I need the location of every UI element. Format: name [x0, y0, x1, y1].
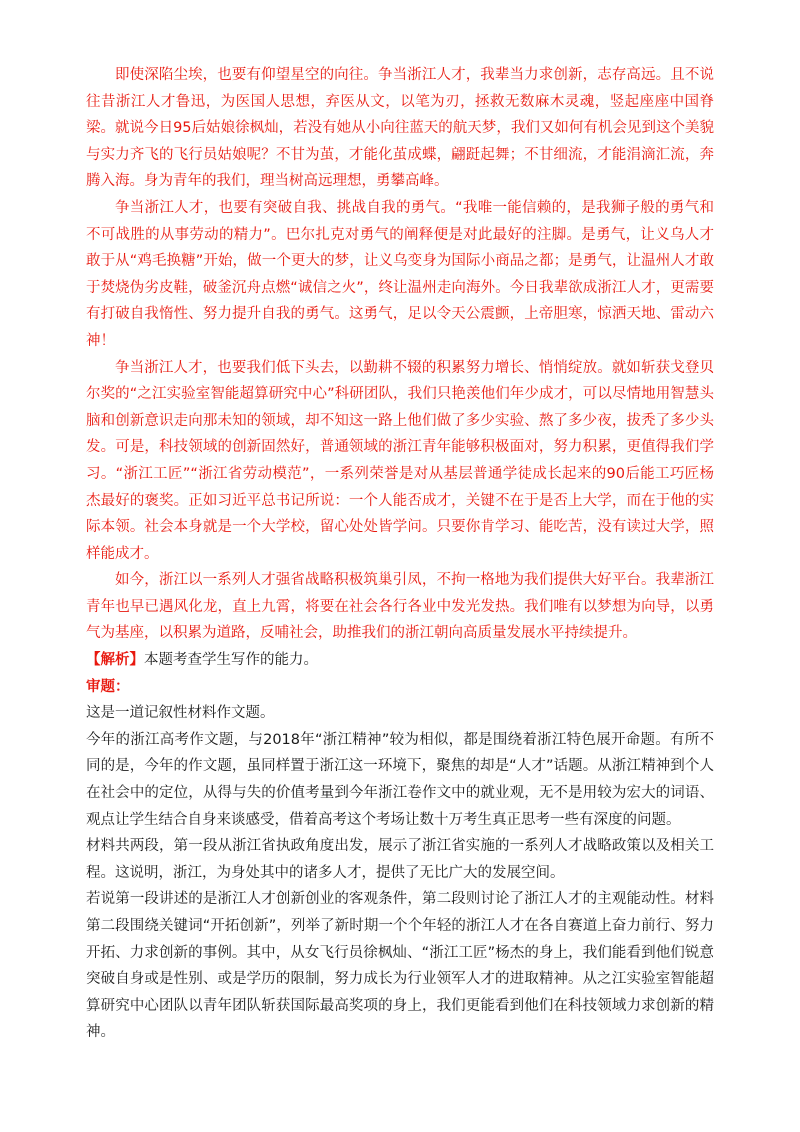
review-paragraph-4: 若说第一段讲述的是浙江人才创新创业的客观条件，第二段则讨论了浙江人才的主观能动性。材料第二段围绕关键词“开拓创新”，列举了新时期一个个年轻的浙江人才在各自赛道上奋力前行、努力开拓、力求创新的事例。其中，从女飞行员徐枫灿、“浙江工匠”杨杰的身上，我们能看到他们锐意突破自身或是性别、或是学历的限制，努力成长为行业领军人才的进取精神。从之江实验室智能超算研究中心团队以青年团队斩获国际最高奖项的身上，我们更能看到他们在科技领域力求创新的精神。 [86, 891, 714, 1041]
essay-paragraph-1: 即使深陷尘埃，也要有仰望星空的向往。争当浙江人才，我辈当力求创新，志存高远。且不说往昔浙江人才鲁迅，为医国人思想，弃医从文，以笔为刃，拯救无数麻木灵魂，竖起座座中国脊梁。就说今日95后姑娘徐枫灿，若没有她从小向往蓝天的航天梦，我们又如何有机会见到这个美貌与实力齐飞的飞行员姑娘呢？不甘为茧，才能化茧成蝶，翩跹起舞；不甘细流，才能涓滴汇流，奔腾入海。身为青年的我们，理当树高远理想，勇攀高峰。 [86, 67, 714, 190]
analysis-line [86, 647, 714, 674]
essay-paragraph-3: 争当浙江人才，也要我们低下头去，以勤耕不辍的积累努力增长、悄悄绽放。就如斩获戈登贝尔奖的“之江实验室智能超算研究中心”科研团队，我们只艳羡他们年少成才，可以尽情地用智慧头脑和创新意识走向那未知的领域，却不知这一路上他们做了多少实验、熬了多少夜，拔秃了多少头发。可是，科技领域的创新固然好，普通领域的浙江青年能够积极面对，努力积累，更值得我们学习。“浙江工匠”“浙江省劳动模范”，一系列荣誉是对从基层普通学徒成长起来的90后能工巧匠杨杰最好的褒奖。正如习近平总书记所说：一个人能否成才，关键不在于是否上大学，而在于他的实际本领。社会本身就是一个大学校，留心处处皆学问。只要你肯学习、能吃苦，没有读过大学，照样能成才。 [86, 359, 714, 562]
review-paragraph-1: 这是一道记叙性材料作文题。 [86, 705, 275, 722]
analysis-text: 本题考查学生写作的能力。 [144, 652, 318, 669]
analysis-label: 【解析】 [86, 652, 144, 669]
essay-paragraph-2: 争当浙江人才，也要有突破自我、挑战自我的勇气。“我唯一能信赖的，是我狮子般的勇气和不可战胜的从事劳动的精力”。巴尔扎克对勇气的阐释便是对此最好的注脚。是勇气，让义乌人才敢于从“鸡毛换糖”开始，做一个更大的梦，让义乌变身为国际小商品之都；是勇气，让温州人才敢于焚烧伪劣皮鞋，破釜沉舟点燃“诚信之火”，终让温州走向海外。今日我辈欲成浙江人才，更需要有打破自我惰性、努力提升自我的勇气。这勇气，足以令天公震颤，上帝胆寒，惊洒天地、雷动六神！ [86, 199, 714, 349]
review-paragraph-2: 今年的浙江高考作文题，与2018年“浙江精神”较为相似，都是围绕着浙江特色展开命题。有所不同的是，今年的作文题，虽同样置于浙江这一环境下，聚焦的却是“人才”话题。从浙江精神到个人在社会中的定位，从得与失的价值考量到今年浙江卷作文中的就业观，无不是用较为宏大的词语、观点让学生结合自身来谈感受，借着高考这个考场让数十万考生真正思考一些有深度的问题。 [86, 731, 714, 828]
review-paragraph-3: 材料共两段，第一段从浙江省执政角度出发，展示了浙江省实施的一系列人才战略政策以及相关工程。这说明，浙江，为身处其中的诸多人才，提供了无比广大的发展空间。 [86, 838, 714, 881]
essay-paragraph-4: 如今，浙江以一系列人才强省战略积极筑巢引凤，不拘一格地为我们提供大好平台。我辈浙江青年也早已遇风化龙，直上九霄，将要在社会各行各业中发光发热。我们唯有以梦想为向导，以勇气为基座，以积累为道路，反哺社会，助推我们的浙江朝向高质量发展水平持续提升。 [86, 572, 714, 642]
review-heading: 审题： [86, 678, 130, 695]
